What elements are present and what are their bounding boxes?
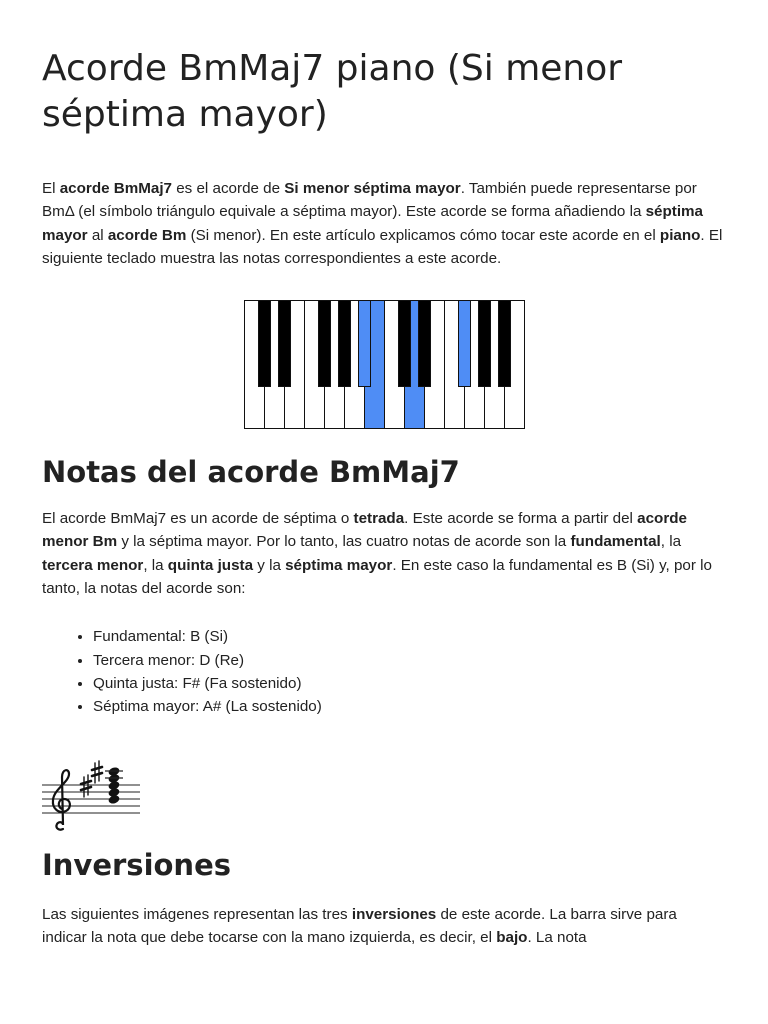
text-run: , la [660,533,682,551]
bold-text: séptima mayor [285,556,393,574]
sharp-icon [92,761,102,783]
treble-clef-icon [53,770,70,829]
black-key [338,301,350,387]
bold-text: séptima mayor [42,203,704,244]
bold-text: tercera menor [42,556,144,574]
bold-text: tetrada [353,510,405,528]
list-item: • Fundamental: B (Si) [93,625,726,648]
list-item: • Quinta justa: F# (Fa sostenido) [93,672,726,695]
black-key [278,301,290,387]
list-item: • Séptima mayor: A# (La sostenido) [93,695,726,718]
list-item: • Tercera menor: D (Re) [93,649,726,672]
black-key [478,301,490,387]
text-run: de este acorde. La barra sirve para indicar la nota que debe tocarse con la mano izquierda, es decir, el [42,905,677,946]
black-key [418,301,430,387]
text-run: El acorde BmMaj7 es un acorde de séptima o [42,510,354,528]
text-run: (Si menor). En este artículo explicamos cómo tocar este acorde en el [186,226,660,244]
bold-text: piano [659,226,701,244]
bold-text: acorde BmMaj7 [59,180,172,197]
text-run: es el acorde de [172,180,285,197]
bold-text: bajo [496,928,528,946]
piano-keyboard [244,300,525,430]
bold-text: fundamental [570,533,661,551]
text-run: . También puede representarse por BmΔ (el símbolo triángulo equivale a séptima mayor). Este acorde se forma añadiendo la [42,180,697,221]
text-run: . La nota [527,928,587,946]
black-key-highlighted [358,301,370,387]
text-run: . El siguiente teclado muestra las notas correspondientes a este acorde. [42,226,723,267]
inversions-heading: Inversiones [42,847,232,882]
bold-text: quinta justa [167,556,254,574]
notes-heading: Notas del acorde BmMaj7 [42,455,460,490]
text-run: . Este acorde se forma a partir del [404,510,638,528]
bold-text: acorde menor Bm [42,510,687,551]
chord-noteheads [108,766,121,805]
black-key [318,301,330,387]
black-key [498,301,510,387]
sharp-icon [81,775,91,797]
staff-notation-figure [42,759,726,843]
notes-paragraph [42,507,712,600]
chord-notes-list [42,625,726,718]
black-key [398,301,410,387]
bold-text: Si menor séptima mayor [284,180,461,197]
black-key [258,301,270,387]
inversions-paragraph [42,903,722,950]
piano-keyboard-figure [42,300,726,430]
staff-notation [42,759,142,839]
bold-text: acorde Bm [107,226,187,244]
text-run: , la [143,556,168,574]
bold-text: inversiones [351,905,437,923]
text-run: y la séptima mayor. Por lo tanto, las cuatro notas de acorde son la [117,533,571,551]
text-run: . En este caso la fundamental es B (Si) y, por lo tanto, la notas del acorde son: [42,556,712,598]
text-run: al [87,226,108,244]
black-key-highlighted [458,301,470,387]
text-run: Las siguientes imágenes representan las tres [42,905,352,923]
text-run: El [42,180,60,197]
page-title: Acorde BmMaj7 piano (Si menor séptima mayor) [42,48,623,135]
intro-paragraph [42,177,732,270]
notehead [108,794,121,805]
text-run: y la [253,556,286,574]
